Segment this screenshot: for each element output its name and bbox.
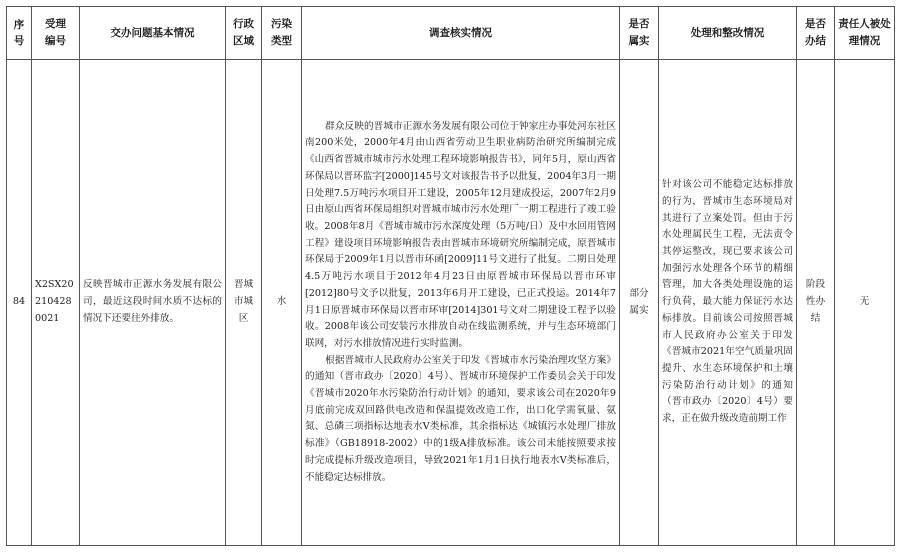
cell-pollution: 水 <box>262 60 302 546</box>
survey-paragraph: 群众反映的晋城市正源水务发展有限公司位于钟家庄办事处河东社区南200米处，2000年4月由山西省劳动卫生职业病防治研究所编制完成《山西省晋城市城市污水处理工程环境影响报告书》，同年5月，原山西省环保局以晋环监字[2000]145号文对该报告书予以批复，2004年3月一期日处理7.5万吨污水项目开工建设，2005年12月建成投运，2007年2月9日由原山西省环保局组织对晋城市城市污水处理厂一期工程进行了竣工验收。2008年8月《晋城市城市污水深度处理（5万吨/日）及中水回用管网工程》建设项目环境影响报告表由晋城市环境研究所编制完成，原晋城市环保局于2009年1月以晋市环函[2009]11号文进行了批复。二期日处理4.5万吨污水项目于2012年4月23日由原晋城市环保局以晋市环审[2012]80号文予以批复，2013年6月开工建设，已正式投运。2014年7月1日原晋城市环保局以晋市环审[2014]301号文对二期建设工程予以验收。2008年该公司安装污水排放自动在线监测系统，并与生态环境部门联网，对污水排放情况进行实时监测。 <box>305 120 616 349</box>
header-seq: 序号 <box>7 7 32 60</box>
header-code: 受理编号 <box>32 7 80 60</box>
header-pollution: 污染类型 <box>262 7 302 60</box>
survey-paragraph: 根据晋城市人民政府办公室关于印发《晋城市水污染治理攻坚方案》的通知（晋市政办〔2020〕4号）、晋城市环境保护工作委员会关于印发《晋城市2020年水污染防治行动计划》的通知，要求该公司在2020年9月底前完成双回路供电改造和保温提效改造工作，出口化学需氧量、氨氮、总磷三项指标达地表水V类标准，其余指标达《城镇污水处理厂排放标准》（GB18918-2002）中的1级A排放标准。该公司未能按照要求按时完成提标升级改造项目，导致2021年1月1日执行地表水V类标准后，不能稳定达标排放。 <box>305 354 616 483</box>
header-survey: 调查核实情况 <box>302 7 620 60</box>
cell-accountability: 无 <box>835 60 895 546</box>
header-summary: 交办问题基本情况 <box>80 7 226 60</box>
cell-summary: 反映晋城市正源水务发展有限公司，最近这段时间水质不达标的情况下还要往外排放。 <box>80 60 226 546</box>
header-region: 行政区域 <box>226 7 262 60</box>
cell-code: X2SX202104280021 <box>32 60 80 546</box>
cell-region: 晋城市城区 <box>226 60 262 546</box>
header-verified: 是否属实 <box>620 7 659 60</box>
cell-handling: 针对该公司不能稳定达标排放的行为，晋城市生态环境局对其进行了立案处罚。但由于污水处理属民生工程，无法责令其停运整改，现已要求该公司加强污水处理各个环节的精细管理，加大各类处理设施的运行负荷，最大能力保证污水达标排放。目前该公司按照晋城市人民政府办公室关于印发《晋城市2021年空气质量巩固提升、水生态环境保护和土壤污染防治行动计划》的通知（晋市政办〔2020〕4号）要求，正在做升级改造前期工作 <box>659 60 797 546</box>
case-table <box>6 6 895 546</box>
table-row <box>7 60 895 546</box>
header-handling: 处理和整改情况 <box>659 7 797 60</box>
header-accountability: 责任人被处理情况 <box>835 7 895 60</box>
cell-settled: 阶段性办结 <box>797 60 835 546</box>
cell-seq: 84 <box>7 60 32 546</box>
header-settled: 是否办结 <box>797 7 835 60</box>
cell-survey <box>302 60 620 546</box>
header-row <box>7 7 895 60</box>
cell-verified: 部分属实 <box>620 60 659 546</box>
